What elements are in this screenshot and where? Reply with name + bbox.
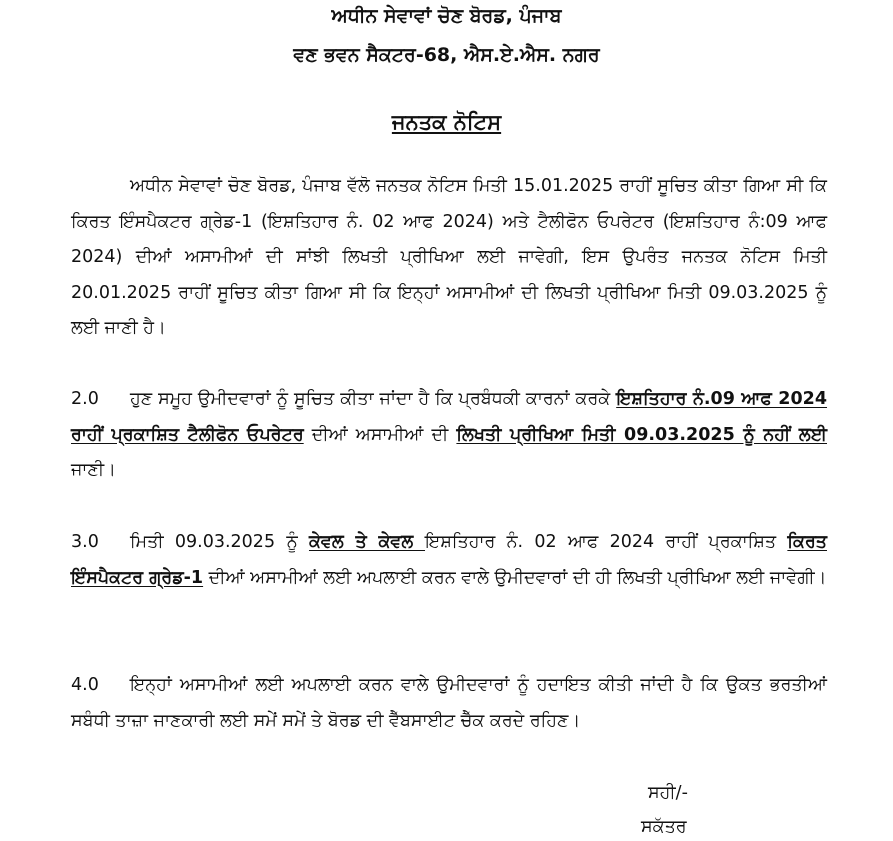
paragraph-4-text: ਇਨ੍ਹਾਂ ਅਸਾਮੀਆਂ ਲਈ ਅਪਲਾਈ ਕਰਨ ਵਾਲੇ ਉਮੀਦਵਾਰਾਂ ਨੂੰ ਹਦਾਇਤ ਕੀਤੀ ਜਾਂਦੀ ਹੈ ਕਿ ਉਕਤ ਭਰਤੀਆਂ ਸਬੰਧੀ ਤਾਜ਼ਾ ਜਾਣਕਾਰੀ ਲਈ ਸਮੇਂ ਸਮੇਂ ਤੇ ਬੋਰਡ ਦੀ ਵੈੱਬਸਾਈਟ ਚੈੱਕ ਕਰਦੇ ਰਹਿਣ। bbox=[71, 675, 827, 731]
signatory-title: ਸਕੱਤਰ bbox=[641, 817, 687, 837]
paragraph-2-emphasis-advert: ਇਸ਼ਤਿਹਾਰ ਨੰ.09 ਆਫ 2024 ਰਾਹੀਂ ਪ੍ਰਕਾਸ਼ਿਤ ਟੈਲੀਫੋਨ ਓਪਰੇਟਰ bbox=[71, 389, 828, 445]
paragraph-4 bbox=[71, 668, 827, 739]
paragraph-2-emphasis-exam: ਲਿਖਤੀ ਪ੍ਰੀਖਿਆ ਮਿਤੀ 09.03.2025 ਨੂੰ ਨਹੀਂ ਲਈ bbox=[456, 424, 827, 445]
paragraph-3-number: 3.0 bbox=[71, 532, 99, 552]
paragraph-3-emphasis-only: ਕੇਵਲ ਤੇ ਕੇਵਲ bbox=[308, 532, 426, 552]
paragraph-3 bbox=[71, 525, 827, 596]
paragraph-3-text-e: ਦੀਆਂ ਅਸਾਮੀਆਂ ਲਈ ਅਪਲਾਈ ਕਰਨ ਵਾਲੇ ਉਮੀਦਵਾਰਾਂ ਦੀ ਹੀ ਲਿਖਤੀ ਪ੍ਰੀਖਿਆ ਲਈ ਜਾਵੇਗੀ। bbox=[203, 567, 827, 588]
paragraph-1: ਅਧੀਨ ਸੇਵਾਵਾਂ ਚੋਣ ਬੋਰਡ, ਪੰਜਾਬ ਵੱਲੋ ਜਨਤਕ ਨੋਟਿਸ ਮਿਤੀ 15.01.2025 ਰਾਹੀਂ ਸੂਚਿਤ ਕੀਤਾ ਗਿਆ ਸੀ ਕਿ ਕਿਰਤ ਇੰਸਪੈਕਟਰ ਗ੍ਰੇਡ-1 (ਇਸ਼ਤਿਹਾਰ ਨੰ. 02 ਆਫ 2024) ਅਤੇ ਟੈਲੀਫੋਨ ਓਪਰੇਟਰ (ਇਸ਼ਤਿਹਾਰ ਨੰ:09 ਆਫ 2024) ਦੀਆਂ ਅਸਾਮੀਆਂ ਦੀ ਸਾਂਝੀ ਲਿਖਤੀ ਪ੍ਰੀਖਿਆ ਲਈ ਜਾਵੇਗੀ, ਇਸ ਉਪਰੰਤ ਜਨਤਕ ਨੋਟਿਸ ਮਿਤੀ 20.01.2025 ਰਾਹੀਂ ਸੂਚਿਤ ਕੀਤਾ ਗਿਆ ਸੀ ਕਿ ਇਨ੍ਹਾਂ ਅਸਾਮੀਆਂ ਦੀ ਲਿਖਤੀ ਪ੍ਰੀਖਿਆ ਮਿਤੀ 09.03.2025 ਨੂੰ ਲਈ ਜਾਣੀ ਹੈ। bbox=[71, 176, 827, 338]
org-address: ਵਣ ਭਵਨ ਸੈਕਟਰ-68, ਐਸ.ਏ.ਐਸ. ਨਗਰ bbox=[293, 44, 600, 66]
paragraph-3-text-c: ਇਸ਼ਤਿਹਾਰ ਨੰ. 02 ਆਫ 2024 ਰਾਹੀਂ ਪ੍ਰਕਾਸ਼ਿਤ bbox=[425, 532, 788, 552]
paragraph-2-text-c: ਦੀਆਂ ਅਸਾਮੀਆਂ ਦੀ bbox=[303, 424, 457, 445]
paragraph-2-text-e: ਜਾਣੀ। bbox=[71, 460, 116, 480]
signature-mark: ਸਹੀ/- bbox=[648, 783, 688, 803]
paragraph-2 bbox=[71, 382, 827, 489]
paragraph-2-number: 2.0 bbox=[71, 389, 99, 409]
notice-title: ਜਨਤਕ ਨੋਟਿਸ bbox=[391, 110, 502, 134]
paragraph-2-text-a: ਹੁਣ ਸਮੂਹ ਉਮੀਦਵਾਰਾਂ ਨੂੰ ਸੂਚਿਤ ਕੀਤਾ ਜਾਂਦਾ ਹੈ ਕਿ ਪ੍ਰਬੰਧਕੀ ਕਾਰਨਾਂ ਕਰਕੇ bbox=[130, 389, 617, 409]
paragraph-3-text-a: ਮਿਤੀ 09.03.2025 ਨੂੰ bbox=[130, 532, 309, 552]
paragraph-3-emphasis-post: ਕਿਰਤ ਇੰਸਪੈਕਟਰ ਗ੍ਰੇਡ-1 bbox=[71, 532, 827, 588]
paragraph-4-number: 4.0 bbox=[71, 675, 99, 695]
org-name: ਅਧੀਨ ਸੇਵਾਵਾਂ ਚੋਣ ਬੋਰਡ, ਪੰਜਾਬ bbox=[331, 5, 562, 27]
